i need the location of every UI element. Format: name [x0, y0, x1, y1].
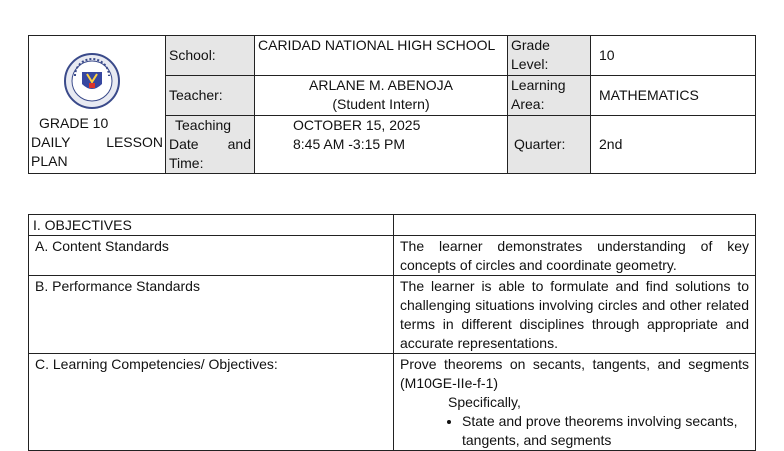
date-value: OCTOBER 15, 2025: [293, 117, 421, 133]
list-item: • State and prove theorems involving secants, tangents, and segments: [462, 412, 749, 450]
teacher-value: [255, 76, 508, 116]
content-standards-label: A. Content Standards: [29, 236, 394, 276]
content-standards-text: The learner demonstrates understanding of key concepts of circles and coordinate geometry.: [394, 236, 756, 276]
time-value: 8:45 AM -3:15 PM: [293, 136, 406, 152]
objectives-bullet-list: [400, 412, 749, 450]
school-label: School:: [166, 36, 255, 76]
competencies-cell: [394, 354, 756, 451]
teacher-role: (Student Intern): [332, 96, 430, 112]
grade-label: GRADE 10: [39, 115, 109, 131]
teacher-label: Teacher:: [166, 76, 255, 116]
specifically-label: Specifically,: [448, 394, 521, 410]
grade-level-label: Grade Level:: [508, 36, 591, 76]
quarter-value: 2nd: [591, 116, 756, 174]
performance-standards-label: B. Performance Standards: [29, 276, 394, 354]
teacher-name: ARLANE M. ABENOJA: [309, 77, 453, 93]
deped-seal-icon: [63, 52, 121, 110]
objectives-title: I. OBJECTIVES: [29, 215, 394, 236]
quarter-label: Quarter:: [508, 116, 591, 174]
competencies-label: C. Learning Competencies/ Objectives:: [29, 354, 394, 451]
learning-area-label: Learning Area:: [508, 76, 591, 116]
performance-standards-text: The learner is able to formulate and find solutions to challenging situations involving circles and other related terms in different disciplines through appropriate and accurate representations.: [394, 276, 756, 354]
objectives-table: [28, 214, 756, 451]
lesson-header-table: [28, 35, 756, 174]
learning-area-value: MATHEMATICS: [591, 76, 756, 116]
competencies-text: Prove theorems on secants, tangents, and segments (M10GE-IIe-f-1): [400, 356, 749, 391]
school-value: CARIDAD NATIONAL HIGH SCHOOL: [255, 36, 508, 76]
objectives-title-blank: [394, 215, 756, 236]
daily-lesson-label: DAILY LESSON: [31, 134, 163, 150]
teaching-date-label: Teaching Date and Time:: [166, 116, 255, 174]
grade-level-value: 10: [591, 36, 756, 76]
plan-label: PLAN: [31, 153, 68, 169]
logo-cell: [29, 36, 166, 174]
date-time-value: [255, 116, 508, 174]
